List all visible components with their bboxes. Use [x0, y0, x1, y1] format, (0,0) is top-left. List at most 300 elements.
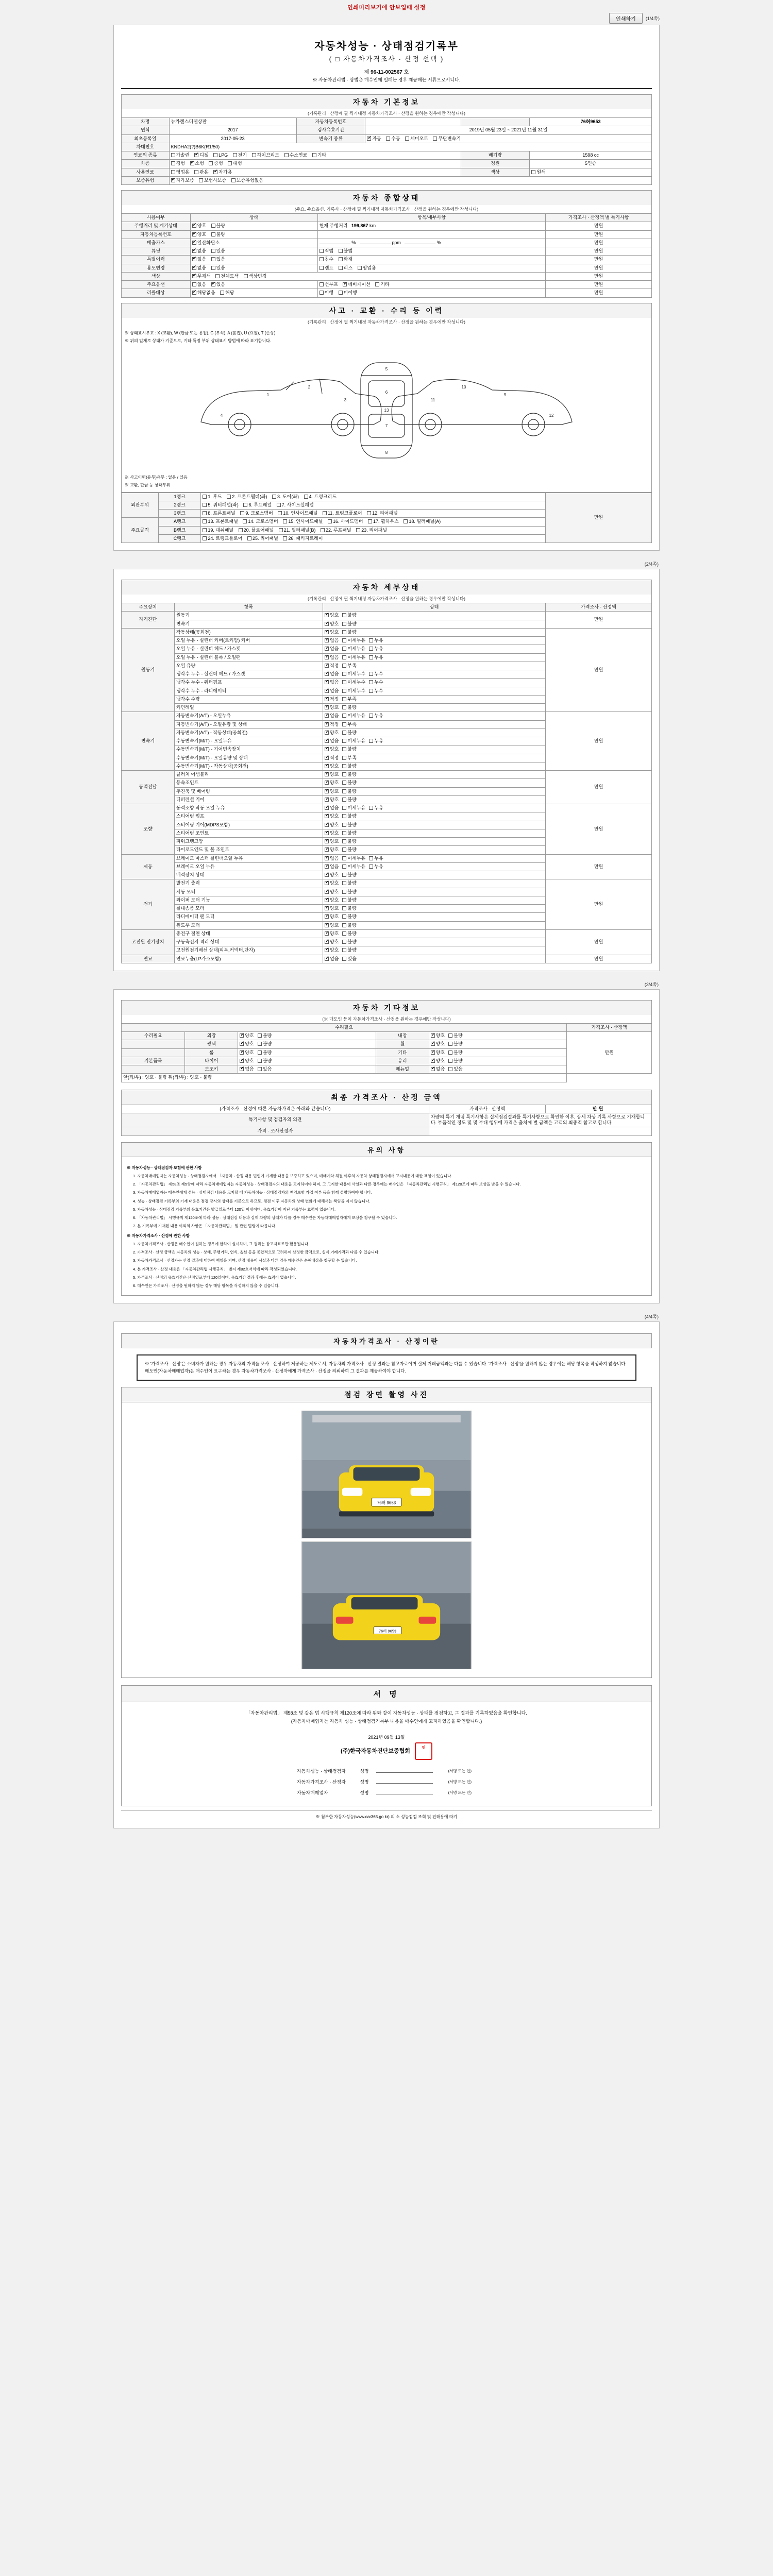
- detail-option[interactable]: [342, 638, 365, 643]
- detail-option[interactable]: [369, 646, 383, 652]
- inner-item[interactable]: 25. 리어패널: [247, 536, 278, 541]
- detail-option[interactable]: [342, 730, 356, 736]
- checkbox-icon[interactable]: [342, 873, 346, 877]
- print-button[interactable]: 인쇄하기: [609, 13, 643, 24]
- detail-option[interactable]: [325, 630, 339, 635]
- checkbox-icon[interactable]: [342, 697, 346, 701]
- checkbox-icon[interactable]: [342, 856, 346, 860]
- detail-option[interactable]: [342, 897, 356, 903]
- detail-option[interactable]: [325, 613, 339, 618]
- checkbox-icon[interactable]: [448, 1059, 452, 1063]
- other-option[interactable]: [258, 1050, 272, 1056]
- checkbox-icon[interactable]: [325, 839, 329, 843]
- checkbox-icon[interactable]: [258, 1033, 262, 1038]
- checkbox-icon[interactable]: [342, 906, 346, 910]
- detail-option[interactable]: [325, 646, 339, 652]
- detail-option[interactable]: [342, 772, 356, 777]
- usage-opt-public[interactable]: 관용: [194, 170, 208, 175]
- checkbox-icon[interactable]: [448, 1042, 452, 1046]
- other-option[interactable]: [431, 1058, 445, 1064]
- outer-item[interactable]: 1. 후드: [203, 494, 222, 500]
- detail-option[interactable]: [325, 680, 339, 685]
- inner-item[interactable]: 22. 루프패널: [321, 528, 351, 533]
- size-opt-mid[interactable]: 중형: [209, 161, 223, 166]
- option-opt-yes[interactable]: ✔ 있음: [211, 282, 225, 287]
- checkbox-icon[interactable]: [369, 680, 373, 684]
- other-option[interactable]: [240, 1066, 254, 1072]
- other-option[interactable]: [240, 1041, 254, 1047]
- checkbox-icon[interactable]: [342, 839, 346, 843]
- checkbox-icon[interactable]: [325, 731, 329, 735]
- detail-option[interactable]: [342, 738, 365, 744]
- recall-sub-done[interactable]: 이행: [320, 290, 333, 296]
- detail-option[interactable]: [342, 805, 365, 811]
- usage-opt-business[interactable]: 영업용: [171, 170, 190, 175]
- detail-option[interactable]: [369, 856, 383, 861]
- mission-opt-cvt[interactable]: 무단변속기: [433, 136, 460, 142]
- checkbox-icon[interactable]: [342, 898, 346, 902]
- option-sub-nav[interactable]: ✔ 네비게이션: [343, 282, 370, 287]
- detail-option[interactable]: [342, 923, 356, 928]
- mission-opt-manual[interactable]: 수동: [386, 136, 400, 142]
- detail-option[interactable]: [325, 730, 339, 736]
- other-option[interactable]: [448, 1058, 462, 1064]
- recall-opt-yes[interactable]: 해당: [220, 290, 234, 296]
- other-option[interactable]: [448, 1033, 462, 1039]
- other-option[interactable]: [258, 1033, 272, 1039]
- checkbox-icon[interactable]: [342, 890, 346, 894]
- checkbox-icon[interactable]: [342, 613, 346, 617]
- checkbox-icon[interactable]: [369, 655, 373, 659]
- detail-option[interactable]: [325, 705, 339, 710]
- detail-option[interactable]: [342, 780, 356, 786]
- fuel-opt-hybrid[interactable]: 하이브리드: [252, 152, 279, 158]
- detail-option[interactable]: [325, 931, 339, 937]
- checkbox-icon[interactable]: [325, 739, 329, 743]
- fuel-opt-lpg[interactable]: LPG: [213, 152, 228, 158]
- checkbox-icon[interactable]: [325, 931, 329, 936]
- detail-option[interactable]: [342, 956, 356, 962]
- inner-item[interactable]: 21. 필러패널(B): [279, 528, 316, 533]
- outer-item[interactable]: 6. 루프패널: [243, 502, 272, 508]
- checkbox-icon[interactable]: [448, 1050, 452, 1055]
- checkbox-icon[interactable]: [325, 647, 329, 651]
- option-opt-none[interactable]: 없음: [192, 282, 206, 287]
- checkbox-icon[interactable]: [325, 697, 329, 701]
- checkbox-icon[interactable]: [448, 1067, 452, 1071]
- outer-item[interactable]: 3. 도어(좌): [272, 494, 299, 500]
- detail-option[interactable]: [342, 889, 356, 895]
- outer-item[interactable]: 9. 크로스멤버: [240, 511, 273, 516]
- option-sub-sunroof[interactable]: 선루프: [320, 282, 338, 287]
- checkbox-icon[interactable]: [258, 1059, 262, 1063]
- detail-option[interactable]: [325, 847, 339, 853]
- detail-option[interactable]: [325, 956, 339, 962]
- checkbox-icon[interactable]: [325, 747, 329, 751]
- other-option[interactable]: [448, 1050, 462, 1056]
- other-option[interactable]: [240, 1050, 254, 1056]
- checkbox-icon[interactable]: [325, 613, 329, 617]
- detail-option[interactable]: [325, 889, 339, 895]
- checkbox-icon[interactable]: [342, 823, 346, 827]
- detail-option[interactable]: [369, 638, 383, 643]
- checkbox-icon[interactable]: [431, 1042, 435, 1046]
- inner-item[interactable]: 24. 트렁크플로어: [203, 536, 242, 541]
- checkbox-icon[interactable]: [325, 764, 329, 768]
- color2-opt-none[interactable]: ✔ 무채색: [192, 274, 211, 279]
- inner-item[interactable]: 17. 휠하우스: [368, 519, 399, 524]
- checkbox-icon[interactable]: [325, 906, 329, 910]
- checkbox-icon[interactable]: [342, 814, 346, 818]
- checkbox-icon[interactable]: [325, 823, 329, 827]
- detail-option[interactable]: [325, 688, 339, 694]
- other-option[interactable]: [431, 1050, 445, 1056]
- checkbox-icon[interactable]: [342, 747, 346, 751]
- detail-option[interactable]: [342, 822, 356, 828]
- checkbox-icon[interactable]: [325, 890, 329, 894]
- inner-item[interactable]: 20. 플로어패널: [239, 528, 274, 533]
- checkbox-icon[interactable]: [258, 1067, 262, 1071]
- checkbox-icon[interactable]: [369, 806, 373, 810]
- detail-option[interactable]: [342, 646, 365, 652]
- outer-item[interactable]: 7. 사이드실패널: [277, 502, 314, 508]
- color2-opt-change[interactable]: 색상변경: [244, 274, 267, 279]
- checkbox-icon[interactable]: [325, 664, 329, 668]
- detail-option[interactable]: [325, 839, 339, 844]
- detail-option[interactable]: [342, 931, 356, 937]
- detail-option[interactable]: [342, 755, 356, 761]
- checkbox-icon[interactable]: [342, 655, 346, 659]
- detail-option[interactable]: [325, 923, 339, 928]
- checkbox-icon[interactable]: [342, 948, 346, 952]
- detail-option[interactable]: [325, 638, 339, 643]
- detail-option[interactable]: [325, 872, 339, 878]
- special-opt-yes[interactable]: 있음: [211, 257, 225, 262]
- checkbox-icon[interactable]: [325, 630, 329, 634]
- checkbox-icon[interactable]: [431, 1067, 435, 1071]
- checkbox-icon[interactable]: [369, 714, 373, 718]
- fuel-opt-hydrogen[interactable]: 수소연료: [284, 152, 308, 158]
- checkbox-icon[interactable]: [342, 865, 346, 869]
- checkbox-icon[interactable]: [342, 789, 346, 793]
- other-option[interactable]: [240, 1058, 254, 1064]
- checkbox-icon[interactable]: [325, 722, 329, 726]
- checkbox-icon[interactable]: [325, 873, 329, 877]
- inner-item[interactable]: 19. 대쉬패널: [203, 528, 233, 533]
- checkbox-icon[interactable]: [342, 689, 346, 693]
- detail-option[interactable]: [342, 789, 356, 794]
- other-option[interactable]: [431, 1033, 445, 1039]
- usechange-sub-rent[interactable]: 렌트: [320, 265, 333, 271]
- fuel-opt-gasoline[interactable]: 가솔린: [171, 152, 190, 158]
- checkbox-icon[interactable]: [325, 923, 329, 927]
- checkbox-icon[interactable]: [342, 881, 346, 885]
- signer-input-1[interactable]: [376, 1783, 433, 1784]
- detail-option[interactable]: [342, 705, 356, 710]
- checkbox-icon[interactable]: [240, 1050, 244, 1055]
- checkbox-icon[interactable]: [325, 622, 329, 626]
- detail-option[interactable]: [342, 880, 356, 886]
- detail-option[interactable]: [342, 939, 356, 945]
- mission-opt-auto[interactable]: ✔ 자동: [367, 136, 381, 142]
- detail-option[interactable]: [342, 947, 356, 953]
- color-opt-solid[interactable]: 원색: [531, 170, 545, 175]
- detail-option[interactable]: [342, 856, 365, 861]
- other-option[interactable]: [431, 1066, 445, 1072]
- detail-option[interactable]: [325, 914, 339, 920]
- option-sub-etc[interactable]: 기타: [375, 282, 389, 287]
- inner-item[interactable]: 23. 리어패널: [356, 528, 387, 533]
- detail-option[interactable]: [369, 671, 383, 677]
- checkbox-icon[interactable]: [369, 672, 373, 676]
- checkbox-icon[interactable]: [369, 856, 373, 860]
- checkbox-icon[interactable]: [342, 772, 346, 776]
- outer-item[interactable]: 8. 프론트패널: [203, 511, 235, 516]
- emission-opt-co[interactable]: ✔ 일산화탄소: [192, 240, 220, 246]
- checkbox-icon[interactable]: [325, 898, 329, 902]
- detail-option[interactable]: [369, 688, 383, 694]
- other-option[interactable]: [448, 1041, 462, 1047]
- checkbox-icon[interactable]: [240, 1059, 244, 1063]
- detail-option[interactable]: [325, 764, 339, 769]
- checkbox-icon[interactable]: [325, 789, 329, 793]
- checkbox-icon[interactable]: [342, 705, 346, 709]
- detail-option[interactable]: [369, 680, 383, 685]
- outer-item[interactable]: 12. 리어패널: [367, 511, 398, 516]
- detail-option[interactable]: [325, 864, 339, 870]
- detail-option[interactable]: [342, 680, 365, 685]
- detail-option[interactable]: [325, 738, 339, 744]
- checkbox-icon[interactable]: [342, 764, 346, 768]
- detail-option[interactable]: [342, 621, 356, 627]
- checkbox-icon[interactable]: [342, 831, 346, 835]
- fuel-opt-etc[interactable]: 기타: [312, 152, 326, 158]
- detail-option[interactable]: [342, 655, 365, 660]
- detail-option[interactable]: [342, 713, 365, 719]
- other-option[interactable]: [448, 1066, 462, 1072]
- detail-option[interactable]: [325, 789, 339, 794]
- tuning-opt-yes[interactable]: 있음: [211, 248, 225, 254]
- mileage-opt-good[interactable]: ✔ 양호: [192, 223, 206, 229]
- size-opt-small[interactable]: ✔ 소형: [190, 161, 204, 166]
- checkbox-icon[interactable]: [325, 881, 329, 885]
- checkbox-icon[interactable]: [325, 781, 329, 785]
- checkbox-icon[interactable]: [342, 940, 346, 944]
- checkbox-icon[interactable]: [342, 931, 346, 936]
- inner-item[interactable]: 15. 인사이드패널: [283, 519, 323, 524]
- detail-option[interactable]: [342, 747, 356, 752]
- detail-option[interactable]: [325, 780, 339, 786]
- color2-opt-full[interactable]: 전체도색: [215, 274, 239, 279]
- detail-option[interactable]: [325, 805, 339, 811]
- usechange-sub-business[interactable]: 영업용: [358, 265, 376, 271]
- checkbox-icon[interactable]: [342, 714, 346, 718]
- checkbox-icon[interactable]: [258, 1042, 262, 1046]
- checkbox-icon[interactable]: [325, 848, 329, 852]
- checkbox-icon[interactable]: [342, 622, 346, 626]
- detail-option[interactable]: [325, 906, 339, 911]
- special-sub-fire[interactable]: 화재: [339, 257, 352, 262]
- detail-option[interactable]: [325, 856, 339, 861]
- special-opt-none[interactable]: ✔ 없음: [192, 257, 206, 262]
- checkbox-icon[interactable]: [431, 1059, 435, 1063]
- detail-option[interactable]: [342, 764, 356, 769]
- usage-opt-private[interactable]: ✔ 자가용: [213, 170, 232, 175]
- detail-option[interactable]: [369, 864, 383, 870]
- detail-option[interactable]: [342, 864, 365, 870]
- checkbox-icon[interactable]: [342, 739, 346, 743]
- detail-option[interactable]: [342, 906, 356, 911]
- regno-opt-bad[interactable]: 불량: [211, 232, 225, 238]
- checkbox-icon[interactable]: [431, 1033, 435, 1038]
- mileage-opt-bad[interactable]: 불량: [211, 223, 225, 229]
- fuel-opt-diesel[interactable]: ✔ 디젤: [194, 152, 208, 158]
- checkbox-icon[interactable]: [342, 848, 346, 852]
- inner-item[interactable]: 18. 필러패널(A): [404, 519, 441, 524]
- detail-option[interactable]: [342, 914, 356, 920]
- detail-option[interactable]: [342, 847, 356, 853]
- checkbox-icon[interactable]: [240, 1067, 244, 1071]
- detail-option[interactable]: [325, 797, 339, 803]
- special-sub-flood[interactable]: 침수: [320, 257, 333, 262]
- checkbox-icon[interactable]: [342, 957, 346, 961]
- checkbox-icon[interactable]: [342, 798, 346, 802]
- warranty-opt-self[interactable]: ✔ 자가보증: [171, 178, 194, 183]
- tuning-opt-none[interactable]: ✔ 없음: [192, 248, 206, 254]
- size-opt-light[interactable]: 경형: [171, 161, 185, 166]
- checkbox-icon[interactable]: [342, 680, 346, 684]
- checkbox-icon[interactable]: [325, 940, 329, 944]
- detail-option[interactable]: [325, 822, 339, 828]
- other-option[interactable]: [258, 1058, 272, 1064]
- mission-opt-semi[interactable]: 세미오토: [405, 136, 428, 142]
- checkbox-icon[interactable]: [342, 664, 346, 668]
- checkbox-icon[interactable]: [325, 914, 329, 919]
- recall-sub-notdone[interactable]: 미이행: [339, 290, 357, 296]
- checkbox-icon[interactable]: [431, 1050, 435, 1055]
- checkbox-icon[interactable]: [325, 806, 329, 810]
- checkbox-icon[interactable]: [325, 772, 329, 776]
- checkbox-icon[interactable]: [325, 680, 329, 684]
- warranty-opt-insurer[interactable]: 보험사보증: [199, 178, 226, 183]
- detail-option[interactable]: [342, 722, 356, 727]
- checkbox-icon[interactable]: [325, 689, 329, 693]
- detail-option[interactable]: [369, 805, 383, 811]
- checkbox-icon[interactable]: [325, 655, 329, 659]
- checkbox-icon[interactable]: [325, 948, 329, 952]
- checkbox-icon[interactable]: [369, 689, 373, 693]
- detail-option[interactable]: [325, 671, 339, 677]
- detail-option[interactable]: [325, 831, 339, 836]
- detail-option[interactable]: [325, 722, 339, 727]
- inner-item[interactable]: 14. 크로스멤버: [243, 519, 278, 524]
- detail-option[interactable]: [342, 872, 356, 878]
- checkbox-icon[interactable]: [342, 630, 346, 634]
- other-option[interactable]: [431, 1041, 445, 1047]
- checkbox-icon[interactable]: [342, 756, 346, 760]
- checkbox-icon[interactable]: [342, 722, 346, 726]
- outer-item[interactable]: 2. 프론트휀더(좌): [227, 494, 267, 500]
- inner-item[interactable]: 13. 프론트패널: [203, 519, 238, 524]
- detail-option[interactable]: [342, 831, 356, 836]
- tuning-sub-illegal[interactable]: 불법: [339, 248, 352, 254]
- checkbox-icon[interactable]: [325, 856, 329, 860]
- checkbox-icon[interactable]: [325, 714, 329, 718]
- outer-item[interactable]: 11. 트렁크플로어: [323, 511, 362, 516]
- tuning-sub-legal[interactable]: 적법: [320, 248, 333, 254]
- checkbox-icon[interactable]: [325, 865, 329, 869]
- checkbox-icon[interactable]: [448, 1033, 452, 1038]
- detail-option[interactable]: [369, 738, 383, 744]
- detail-option[interactable]: [325, 947, 339, 953]
- detail-option[interactable]: [325, 880, 339, 886]
- detail-option[interactable]: [369, 655, 383, 660]
- checkbox-icon[interactable]: [369, 647, 373, 651]
- other-option[interactable]: [258, 1041, 272, 1047]
- recall-opt-na[interactable]: ✔ 해당없음: [192, 290, 215, 296]
- checkbox-icon[interactable]: [325, 672, 329, 676]
- checkbox-icon[interactable]: [342, 672, 346, 676]
- detail-option[interactable]: [342, 697, 356, 702]
- checkbox-icon[interactable]: [342, 914, 346, 919]
- other-option[interactable]: [240, 1033, 254, 1039]
- detail-option[interactable]: [325, 713, 339, 719]
- size-opt-large[interactable]: 대형: [228, 161, 242, 166]
- detail-option[interactable]: [325, 755, 339, 761]
- checkbox-icon[interactable]: [369, 739, 373, 743]
- checkbox-icon[interactable]: [240, 1033, 244, 1038]
- detail-option[interactable]: [342, 630, 356, 635]
- checkbox-icon[interactable]: [325, 756, 329, 760]
- detail-option[interactable]: [325, 697, 339, 702]
- detail-option[interactable]: [342, 814, 356, 819]
- usechange-opt-yes[interactable]: 있음: [211, 265, 225, 271]
- checkbox-icon[interactable]: [325, 957, 329, 961]
- checkbox-icon[interactable]: [342, 781, 346, 785]
- checkbox-icon[interactable]: [325, 638, 329, 642]
- detail-option[interactable]: [342, 688, 365, 694]
- checkbox-icon[interactable]: [325, 705, 329, 709]
- outer-item[interactable]: 4. 트렁크리드: [304, 494, 337, 500]
- checkbox-icon[interactable]: [325, 814, 329, 818]
- detail-option[interactable]: [325, 663, 339, 669]
- detail-option[interactable]: [342, 671, 365, 677]
- checkbox-icon[interactable]: [342, 647, 346, 651]
- detail-option[interactable]: [325, 747, 339, 752]
- checkbox-icon[interactable]: [258, 1050, 262, 1055]
- detail-option[interactable]: [325, 814, 339, 819]
- checkbox-icon[interactable]: [325, 831, 329, 835]
- checkbox-icon[interactable]: [342, 638, 346, 642]
- detail-option[interactable]: [325, 772, 339, 777]
- detail-option[interactable]: [325, 655, 339, 660]
- checkbox-icon[interactable]: [342, 806, 346, 810]
- checkbox-icon[interactable]: [342, 923, 346, 927]
- detail-option[interactable]: [342, 663, 356, 669]
- inner-item[interactable]: 26. 패키지트레이: [283, 536, 323, 541]
- fuel-opt-electric[interactable]: 전기: [233, 152, 247, 158]
- checkbox-icon[interactable]: [369, 865, 373, 869]
- other-option[interactable]: [258, 1066, 272, 1072]
- checkbox-icon[interactable]: [369, 638, 373, 642]
- detail-option[interactable]: [342, 613, 356, 618]
- usechange-sub-lease[interactable]: 리스: [339, 265, 352, 271]
- detail-option[interactable]: [325, 897, 339, 903]
- detail-option[interactable]: [342, 839, 356, 844]
- outer-item[interactable]: 10. 인사이드패널: [278, 511, 317, 516]
- detail-option[interactable]: [325, 621, 339, 627]
- outer-item[interactable]: 5. 쿼터패널(좌): [203, 502, 238, 508]
